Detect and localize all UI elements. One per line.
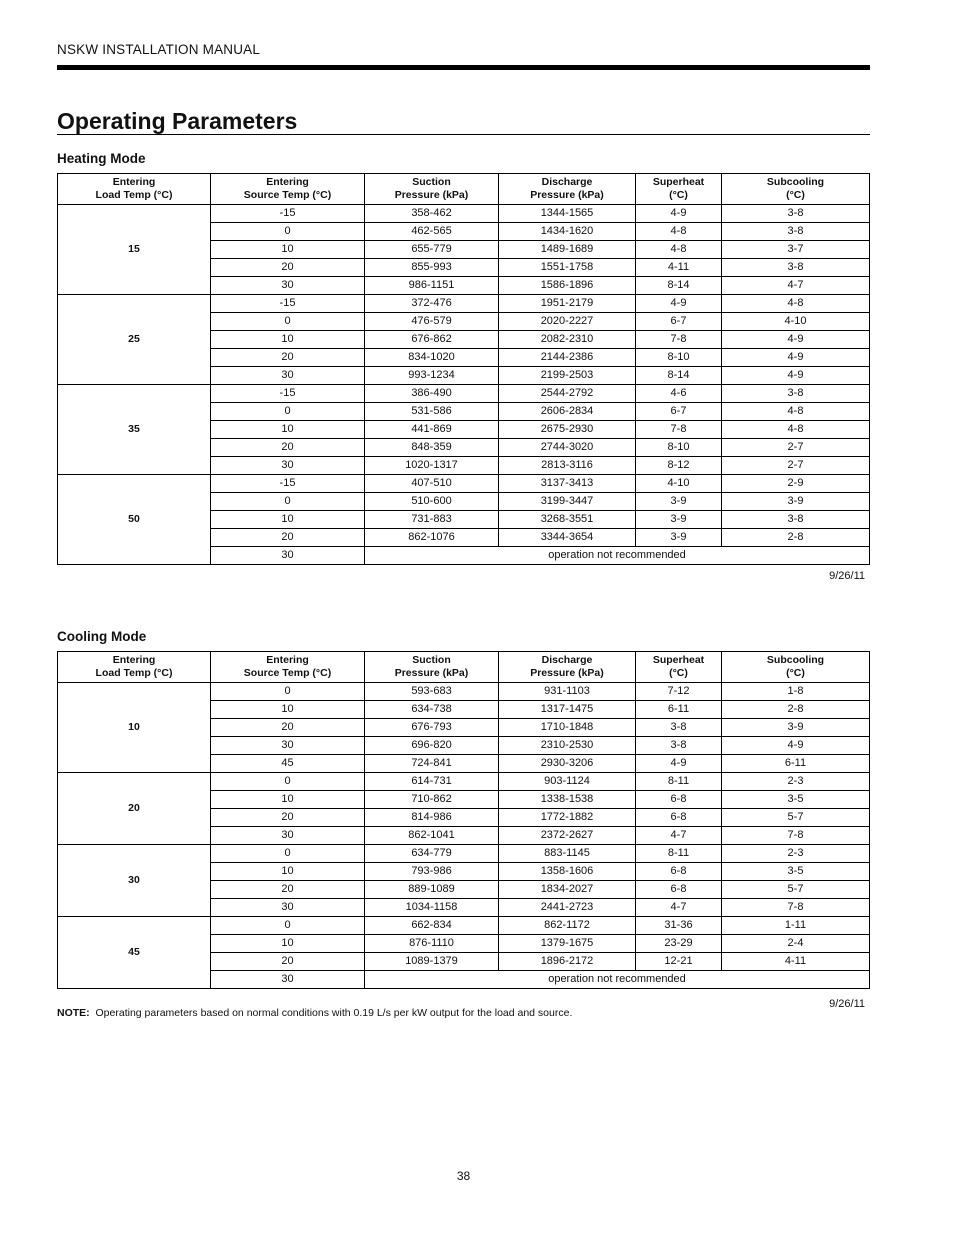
table-cell: 7-8 bbox=[636, 421, 722, 439]
manual-header: NSKW INSTALLATION MANUAL bbox=[57, 42, 261, 57]
table-cell: 1089-1379 bbox=[365, 953, 499, 971]
table-cell: 372-476 bbox=[365, 295, 499, 313]
entering-load-temp-cell: 45 bbox=[58, 917, 211, 989]
column-header-line: Superheat bbox=[652, 654, 705, 666]
table-cell: 4-9 bbox=[636, 755, 722, 773]
table-cell: 793-986 bbox=[365, 863, 499, 881]
entering-source-temp-cell: 0 bbox=[211, 845, 365, 863]
table-cell: 4-7 bbox=[636, 899, 722, 917]
column-header-line: Discharge bbox=[541, 654, 593, 666]
table-cell: 8-10 bbox=[636, 439, 722, 457]
table-cell: 7-8 bbox=[722, 899, 870, 917]
table-cell: 2-7 bbox=[722, 457, 870, 475]
column-header-line: Entering bbox=[266, 176, 309, 188]
column-header bbox=[636, 174, 722, 205]
entering-source-temp-cell: 10 bbox=[211, 701, 365, 719]
entering-load-temp-cell: 10 bbox=[58, 683, 211, 773]
table-cell: 862-1076 bbox=[365, 529, 499, 547]
table-cell: 2-7 bbox=[722, 439, 870, 457]
table-cell: 4-11 bbox=[636, 259, 722, 277]
table-cell: 4-9 bbox=[636, 295, 722, 313]
table-cell: 4-11 bbox=[722, 953, 870, 971]
table-cell: 3-8 bbox=[636, 719, 722, 737]
table-cell: 2544-2792 bbox=[499, 385, 636, 403]
header-row bbox=[58, 174, 870, 205]
column-header-line: Pressure (kPa) bbox=[530, 189, 604, 201]
column-header-line: Source Temp (°C) bbox=[243, 667, 332, 679]
title-rule bbox=[57, 134, 870, 135]
table-cell: 3-9 bbox=[636, 511, 722, 529]
table-cell: 676-793 bbox=[365, 719, 499, 737]
entering-source-temp-cell: 20 bbox=[211, 259, 365, 277]
entering-source-temp-cell: 10 bbox=[211, 241, 365, 259]
table-cell: 2675-2930 bbox=[499, 421, 636, 439]
table-cell: 1379-1675 bbox=[499, 935, 636, 953]
table-cell: 2-8 bbox=[722, 701, 870, 719]
table-cell: 3-8 bbox=[722, 511, 870, 529]
table-cell: 12-21 bbox=[636, 953, 722, 971]
column-header-line: (°C) bbox=[669, 189, 688, 201]
table-cell: 2144-2386 bbox=[499, 349, 636, 367]
note bbox=[57, 1007, 572, 1019]
entering-source-temp-cell: 30 bbox=[211, 827, 365, 845]
entering-source-temp-cell: 20 bbox=[211, 719, 365, 737]
table-cell: 3-9 bbox=[722, 493, 870, 511]
heating-mode-title: Heating Mode bbox=[57, 151, 146, 166]
table-cell: 3-9 bbox=[722, 719, 870, 737]
column-header bbox=[636, 652, 722, 683]
table-cell: 655-779 bbox=[365, 241, 499, 259]
table-cell: 710-862 bbox=[365, 791, 499, 809]
entering-load-temp-cell: 30 bbox=[58, 845, 211, 917]
column-header bbox=[722, 652, 870, 683]
table-cell: 676-862 bbox=[365, 331, 499, 349]
table-cell: 1358-1606 bbox=[499, 863, 636, 881]
column-header-line: Pressure (kPa) bbox=[394, 667, 469, 679]
column-header bbox=[499, 652, 636, 683]
entering-source-temp-cell: -15 bbox=[211, 295, 365, 313]
entering-source-temp-cell: 20 bbox=[211, 349, 365, 367]
table-cell: 1586-1896 bbox=[499, 277, 636, 295]
table-cell: 4-9 bbox=[722, 737, 870, 755]
table-cell: 3-8 bbox=[722, 259, 870, 277]
entering-source-temp-cell: 20 bbox=[211, 439, 365, 457]
table-cell: 23-29 bbox=[636, 935, 722, 953]
column-header-line: Suction bbox=[412, 176, 451, 188]
table-cell: 903-1124 bbox=[499, 773, 636, 791]
table-cell: 441-869 bbox=[365, 421, 499, 439]
table-cell: 2082-2310 bbox=[499, 331, 636, 349]
entering-source-temp-cell: 10 bbox=[211, 511, 365, 529]
table-cell: 2606-2834 bbox=[499, 403, 636, 421]
column-header bbox=[499, 174, 636, 205]
heating-date-stamp: 9/26/11 bbox=[829, 570, 865, 582]
column-header bbox=[58, 652, 211, 683]
header-rule bbox=[57, 65, 870, 70]
column-header bbox=[365, 174, 499, 205]
entering-source-temp-cell: 30 bbox=[211, 277, 365, 295]
table-cell: 407-510 bbox=[365, 475, 499, 493]
column-header bbox=[211, 652, 365, 683]
table-cell: 3-5 bbox=[722, 863, 870, 881]
page-title: Operating Parameters bbox=[57, 108, 298, 134]
entering-source-temp-cell: 30 bbox=[211, 737, 365, 755]
column-header-line: Entering bbox=[266, 654, 309, 666]
table-cell: 634-779 bbox=[365, 845, 499, 863]
cooling-date-stamp: 9/26/11 bbox=[829, 998, 865, 1010]
table-cell: 986-1151 bbox=[365, 277, 499, 295]
table-cell: 6-8 bbox=[636, 791, 722, 809]
table-cell: 1-11 bbox=[722, 917, 870, 935]
table-cell: 4-9 bbox=[722, 331, 870, 349]
table-cell: 8-14 bbox=[636, 367, 722, 385]
table-row bbox=[58, 295, 870, 313]
table-cell: 531-586 bbox=[365, 403, 499, 421]
table-cell: 8-11 bbox=[636, 773, 722, 791]
entering-source-temp-cell: 20 bbox=[211, 953, 365, 971]
page-number: 38 bbox=[456, 1169, 471, 1183]
entering-source-temp-cell: 45 bbox=[211, 755, 365, 773]
column-header bbox=[58, 174, 211, 205]
table-cell: 2-9 bbox=[722, 475, 870, 493]
entering-source-temp-cell: 0 bbox=[211, 917, 365, 935]
table-cell: 476-579 bbox=[365, 313, 499, 331]
table-cell: 662-834 bbox=[365, 917, 499, 935]
entering-source-temp-cell: 10 bbox=[211, 331, 365, 349]
table-cell: 6-11 bbox=[722, 755, 870, 773]
entering-source-temp-cell: 10 bbox=[211, 791, 365, 809]
note-label: NOTE: bbox=[57, 1007, 90, 1019]
table-cell: 4-8 bbox=[636, 241, 722, 259]
table-cell: 593-683 bbox=[365, 683, 499, 701]
table-cell: 31-36 bbox=[636, 917, 722, 935]
table-cell: 386-490 bbox=[365, 385, 499, 403]
cooling-mode-title: Cooling Mode bbox=[57, 629, 147, 644]
table-cell: 1020-1317 bbox=[365, 457, 499, 475]
table-cell: 4-9 bbox=[636, 205, 722, 223]
table-cell: 6-7 bbox=[636, 313, 722, 331]
table-cell: 876-1110 bbox=[365, 935, 499, 953]
table-cell: 2020-2227 bbox=[499, 313, 636, 331]
table-cell: 5-7 bbox=[722, 809, 870, 827]
table-cell: 510-600 bbox=[365, 493, 499, 511]
table-cell: 1551-1758 bbox=[499, 259, 636, 277]
cooling-mode-table bbox=[57, 651, 870, 989]
table-cell: 8-12 bbox=[636, 457, 722, 475]
table-row bbox=[58, 773, 870, 791]
entering-source-temp-cell: -15 bbox=[211, 205, 365, 223]
column-header bbox=[211, 174, 365, 205]
table-cell: 4-8 bbox=[722, 403, 870, 421]
table-cell: 6-7 bbox=[636, 403, 722, 421]
entering-source-temp-cell: 10 bbox=[211, 421, 365, 439]
table-cell: 931-1103 bbox=[499, 683, 636, 701]
entering-source-temp-cell: 30 bbox=[211, 547, 365, 565]
entering-source-temp-cell: 0 bbox=[211, 313, 365, 331]
table-cell: 814-986 bbox=[365, 809, 499, 827]
column-header-line: (°C) bbox=[786, 189, 805, 201]
table-cell: 696-820 bbox=[365, 737, 499, 755]
table-row bbox=[58, 845, 870, 863]
table-cell: 6-8 bbox=[636, 863, 722, 881]
column-header-line: Pressure (kPa) bbox=[394, 189, 469, 201]
table-cell: 724-841 bbox=[365, 755, 499, 773]
table-cell: 3-8 bbox=[722, 223, 870, 241]
entering-source-temp-cell: -15 bbox=[211, 475, 365, 493]
table-cell: 8-10 bbox=[636, 349, 722, 367]
table-cell: 8-11 bbox=[636, 845, 722, 863]
entering-source-temp-cell: 0 bbox=[211, 773, 365, 791]
table-cell: 3-8 bbox=[722, 385, 870, 403]
table-cell: 862-1172 bbox=[499, 917, 636, 935]
column-header-line: Subcooling bbox=[766, 176, 825, 188]
entering-load-temp-cell: 25 bbox=[58, 295, 211, 385]
table-cell: 6-8 bbox=[636, 809, 722, 827]
table-cell: 7-12 bbox=[636, 683, 722, 701]
entering-source-temp-cell: 30 bbox=[211, 457, 365, 475]
column-header-line: Discharge bbox=[541, 176, 593, 188]
column-header bbox=[365, 652, 499, 683]
entering-source-temp-cell: 20 bbox=[211, 809, 365, 827]
table-cell: 3-7 bbox=[722, 241, 870, 259]
table-row bbox=[58, 475, 870, 493]
table-cell: 862-1041 bbox=[365, 827, 499, 845]
entering-source-temp-cell: -15 bbox=[211, 385, 365, 403]
table-row bbox=[58, 917, 870, 935]
entering-source-temp-cell: 0 bbox=[211, 223, 365, 241]
table-cell: 2199-2503 bbox=[499, 367, 636, 385]
table-cell: 2310-2530 bbox=[499, 737, 636, 755]
table-cell: 1034-1158 bbox=[365, 899, 499, 917]
table-cell: 4-10 bbox=[722, 313, 870, 331]
table-cell: 2-4 bbox=[722, 935, 870, 953]
table-cell: 3-8 bbox=[636, 737, 722, 755]
entering-source-temp-cell: 20 bbox=[211, 881, 365, 899]
column-header-line: Load Temp (°C) bbox=[95, 667, 173, 679]
table-cell: 4-8 bbox=[636, 223, 722, 241]
entering-source-temp-cell: 10 bbox=[211, 863, 365, 881]
table-cell: 4-9 bbox=[722, 349, 870, 367]
table-cell: 5-7 bbox=[722, 881, 870, 899]
table-cell: 4-8 bbox=[722, 295, 870, 313]
table-cell: 4-10 bbox=[636, 475, 722, 493]
table-cell: 1951-2179 bbox=[499, 295, 636, 313]
column-header-line: Pressure (kPa) bbox=[530, 667, 604, 679]
table-cell: operation not recommended bbox=[365, 547, 870, 565]
table-cell: 1834-2027 bbox=[499, 881, 636, 899]
table-cell: 4-9 bbox=[722, 367, 870, 385]
entering-source-temp-cell: 20 bbox=[211, 529, 365, 547]
table-cell: 4-7 bbox=[636, 827, 722, 845]
table-cell: 634-738 bbox=[365, 701, 499, 719]
table-cell: 614-731 bbox=[365, 773, 499, 791]
table-cell: 462-565 bbox=[365, 223, 499, 241]
table-cell: 834-1020 bbox=[365, 349, 499, 367]
column-header-line: Entering bbox=[112, 654, 156, 666]
table-cell: 4-8 bbox=[722, 421, 870, 439]
entering-source-temp-cell: 0 bbox=[211, 403, 365, 421]
table-cell: 1-8 bbox=[722, 683, 870, 701]
entering-load-temp-cell: 15 bbox=[58, 205, 211, 295]
table-cell: 2-3 bbox=[722, 773, 870, 791]
table-cell: 1489-1689 bbox=[499, 241, 636, 259]
table-cell: 2744-3020 bbox=[499, 439, 636, 457]
table-cell: 3344-3654 bbox=[499, 529, 636, 547]
table-cell: 1317-1475 bbox=[499, 701, 636, 719]
entering-source-temp-cell: 30 bbox=[211, 899, 365, 917]
table-cell: 731-883 bbox=[365, 511, 499, 529]
table-cell: 3268-3551 bbox=[499, 511, 636, 529]
table-cell: 1338-1538 bbox=[499, 791, 636, 809]
entering-load-temp-cell: 35 bbox=[58, 385, 211, 475]
table-cell: 1710-1848 bbox=[499, 719, 636, 737]
table-row bbox=[58, 683, 870, 701]
table-cell: 1896-2172 bbox=[499, 953, 636, 971]
table-cell: 855-993 bbox=[365, 259, 499, 277]
table-cell: 889-1089 bbox=[365, 881, 499, 899]
table-cell: 993-1234 bbox=[365, 367, 499, 385]
table-cell: 7-8 bbox=[636, 331, 722, 349]
entering-source-temp-cell: 0 bbox=[211, 493, 365, 511]
table-cell: 1772-1882 bbox=[499, 809, 636, 827]
column-header-line: (°C) bbox=[786, 667, 805, 679]
entering-source-temp-cell: 0 bbox=[211, 683, 365, 701]
entering-source-temp-cell: 30 bbox=[211, 367, 365, 385]
column-header-line: Load Temp (°C) bbox=[95, 189, 173, 201]
entering-source-temp-cell: 10 bbox=[211, 935, 365, 953]
table-row bbox=[58, 205, 870, 223]
column-header-line: Suction bbox=[412, 654, 451, 666]
table-cell: 4-6 bbox=[636, 385, 722, 403]
note-text: Operating parameters based on normal conditions with 0.19 L/s per kW output for the load and source. bbox=[95, 1007, 573, 1019]
table-cell: 3199-3447 bbox=[499, 493, 636, 511]
table-cell: 883-1145 bbox=[499, 845, 636, 863]
table-cell: 3-5 bbox=[722, 791, 870, 809]
table-cell: 6-11 bbox=[636, 701, 722, 719]
column-header-line: Source Temp (°C) bbox=[243, 189, 332, 201]
column-header-line: Entering bbox=[112, 176, 156, 188]
heating-mode-table bbox=[57, 173, 870, 565]
table-cell: 2930-3206 bbox=[499, 755, 636, 773]
column-header-line: (°C) bbox=[669, 667, 688, 679]
table-cell: 8-14 bbox=[636, 277, 722, 295]
column-header-line: Superheat bbox=[652, 176, 705, 188]
table-cell: 1434-1620 bbox=[499, 223, 636, 241]
table-cell: 2441-2723 bbox=[499, 899, 636, 917]
table-cell: 1344-1565 bbox=[499, 205, 636, 223]
table-cell: 848-359 bbox=[365, 439, 499, 457]
table-cell: 2-3 bbox=[722, 845, 870, 863]
table-cell: 2813-3116 bbox=[499, 457, 636, 475]
table-cell: 7-8 bbox=[722, 827, 870, 845]
header-row bbox=[58, 652, 870, 683]
entering-load-temp-cell: 50 bbox=[58, 475, 211, 565]
table-cell: operation not recommended bbox=[365, 971, 870, 989]
table-cell: 6-8 bbox=[636, 881, 722, 899]
table-cell: 2372-2627 bbox=[499, 827, 636, 845]
table-cell: 2-8 bbox=[722, 529, 870, 547]
table-cell: 4-7 bbox=[722, 277, 870, 295]
table-cell: 358-462 bbox=[365, 205, 499, 223]
table-cell: 3137-3413 bbox=[499, 475, 636, 493]
table-cell: 3-9 bbox=[636, 493, 722, 511]
column-header-line: Subcooling bbox=[766, 654, 825, 666]
table-cell: 3-9 bbox=[636, 529, 722, 547]
column-header bbox=[722, 174, 870, 205]
table-row bbox=[58, 385, 870, 403]
entering-source-temp-cell: 30 bbox=[211, 971, 365, 989]
table-cell: 3-8 bbox=[722, 205, 870, 223]
entering-load-temp-cell: 20 bbox=[58, 773, 211, 845]
